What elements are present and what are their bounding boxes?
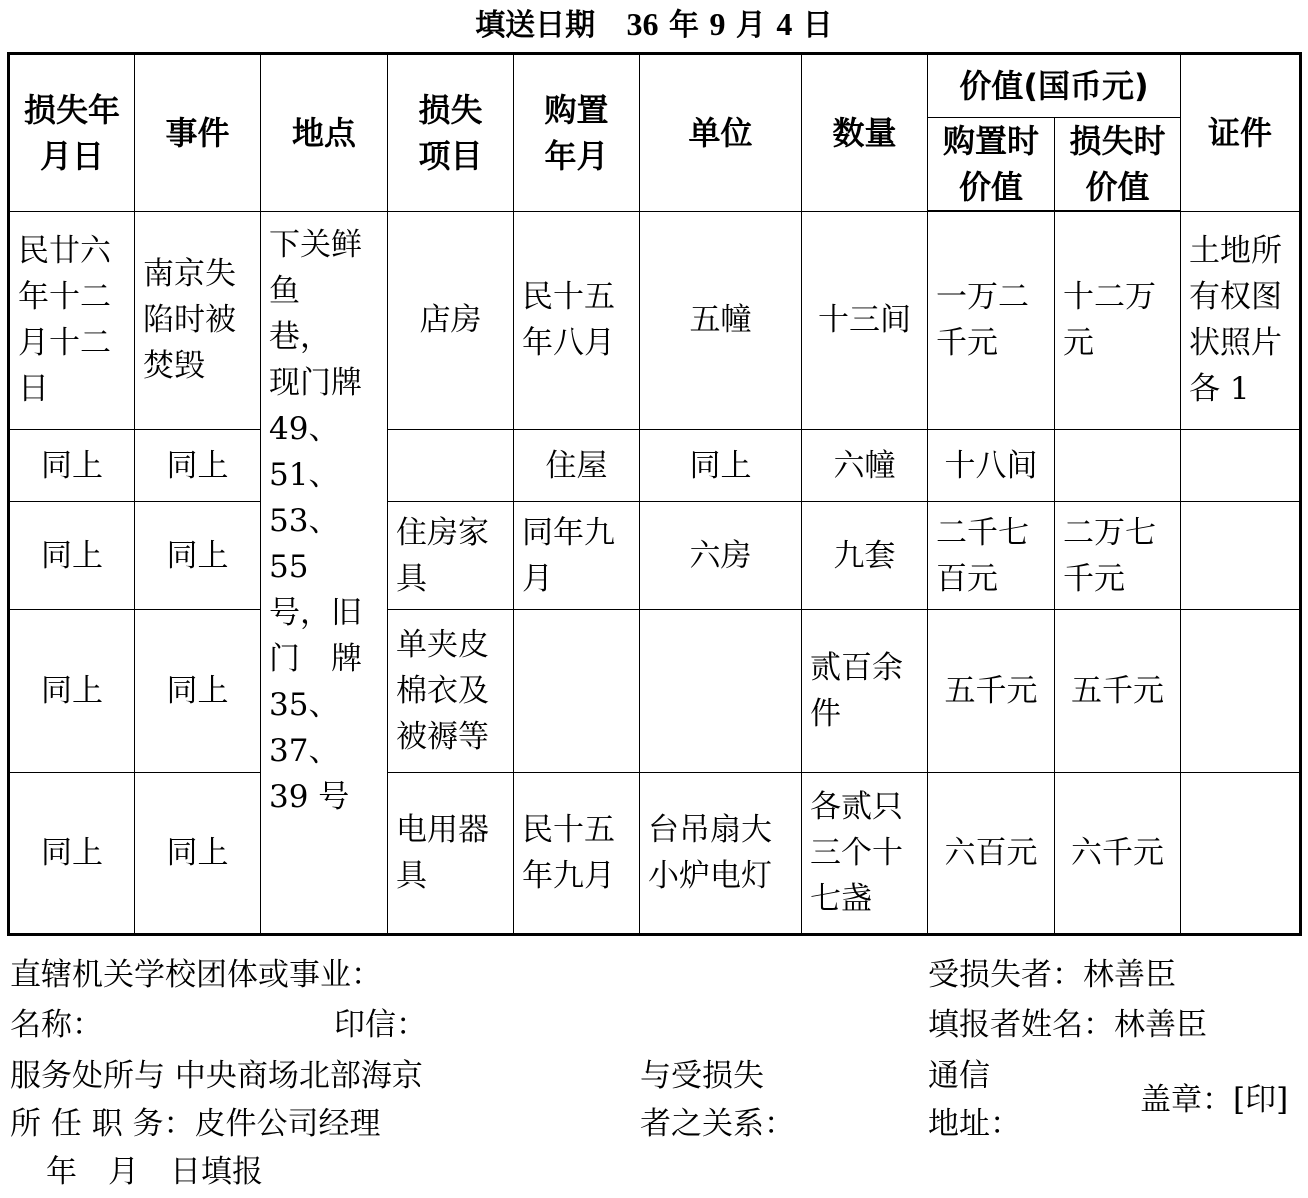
fill-date-month: 9 (709, 6, 726, 42)
cell-loss-item: 电用器具 (388, 772, 514, 934)
fill-date-label: 填送日期 (475, 8, 596, 43)
cell-loss-value: 二万七千元 (1055, 502, 1181, 610)
service-label: 服务处所与 (10, 1058, 165, 1094)
table-row (9, 502, 1301, 610)
cell-event: 同上 (135, 429, 261, 501)
seal-label: 印信： (334, 1007, 427, 1043)
cell-quantity: 各贰只三个十七盏 (802, 772, 928, 934)
table-row (9, 772, 1301, 934)
table-row (9, 610, 1301, 772)
stamp-label: 盖章：[印] (1140, 1082, 1289, 1118)
fill-date-day: 4 (776, 6, 793, 42)
header-proof: 证件 (1181, 54, 1301, 212)
cell-loss-date: 民廿六年十二月十二日 (9, 211, 135, 429)
cell-purchase-value: 六百元 (928, 772, 1055, 934)
header-loss-date: 损失年 月日 (9, 54, 135, 212)
cell-quantity: 贰百余件 (802, 610, 928, 772)
relation-label-line2: 者之关系： (640, 1106, 795, 1142)
cell-proof: 土地所有权图状照片各 1 (1181, 211, 1301, 429)
victim (928, 955, 1176, 995)
cell-loss-date: 同上 (9, 502, 135, 610)
comm-label-line2: 地址： (928, 1106, 1021, 1142)
position (10, 1104, 381, 1144)
cell-unit (640, 610, 802, 772)
cell-quantity: 九套 (802, 502, 928, 610)
cell-unit: 五幢 (640, 211, 802, 429)
cell-loss-date: 同上 (9, 429, 135, 501)
cell-loss-value: 六千元 (1055, 772, 1181, 934)
position-value: 皮件公司经理 (194, 1106, 381, 1142)
cell-unit: 六房 (640, 502, 802, 610)
cell-loss-item: 住房家具 (388, 502, 514, 610)
cell-loss-date: 同上 (9, 772, 135, 934)
loss-table (7, 52, 1302, 936)
cell-event: 同上 (135, 502, 261, 610)
cell-purchase-date: 民十五年八月 (514, 211, 640, 429)
header-loss-item: 损失 项目 (388, 54, 514, 212)
header-purchase-date: 购置 年月 (514, 54, 640, 212)
name-label: 名称： (10, 1007, 103, 1043)
header-value-group: 价值(国币元) (928, 54, 1181, 118)
cell-purchase-date (514, 610, 640, 772)
cell-loss-date: 同上 (9, 610, 135, 772)
fill-date-month-unit: 月 (735, 8, 766, 43)
header-location: 地点 (261, 54, 388, 212)
header-loss-value: 损失时 价值 (1055, 118, 1181, 212)
cell-purchase-value: 五千元 (928, 610, 1055, 772)
header-quantity: 数量 (802, 54, 928, 212)
header-event: 事件 (135, 54, 261, 212)
cell-purchase-value: 一万二千元 (928, 211, 1055, 429)
cell-event: 南京失陷时被焚毁 (135, 211, 261, 429)
cell-loss-item (388, 429, 514, 501)
cell-purchase-date: 民十五年九月 (514, 772, 640, 934)
relation-label-line1: 与受损失 (640, 1058, 764, 1094)
reporter-label: 填报者姓名： (928, 1007, 1114, 1043)
org-label: 直辖机关学校团体或事业： (10, 957, 382, 993)
fill-date (0, 2, 1308, 48)
cell-loss-value: 五千元 (1055, 610, 1181, 772)
service-value: 中央商场北部海京 (174, 1058, 423, 1094)
cell-loss-value (1055, 429, 1181, 501)
cell-location: 下关鲜 鱼 巷， 现门牌 49、51、 53、 55 号，旧 门 牌 35、37、 39 号 (261, 211, 388, 935)
position-label: 所 任 职 务： (10, 1106, 195, 1142)
fill-date-year: 36 (626, 6, 659, 42)
fill-date-year-unit: 年 (668, 8, 699, 43)
cell-purchase-value: 二千七百元 (928, 502, 1055, 610)
cell-quantity: 十三间 (802, 211, 928, 429)
reporter (928, 1005, 1207, 1045)
table-row (9, 211, 1301, 429)
cell-purchase-date: 住屋 (514, 429, 640, 501)
cell-proof (1181, 502, 1301, 610)
header-unit: 单位 (640, 54, 802, 212)
cell-purchase-value: 十八间 (928, 429, 1055, 501)
victim-value: 林善臣 (1083, 957, 1176, 993)
cell-proof (1181, 429, 1301, 501)
header-purchase-value: 购置时 价值 (928, 118, 1055, 212)
reporter-value: 林善臣 (1114, 1007, 1207, 1043)
comm-label-line1: 通信 (928, 1058, 990, 1094)
cell-proof (1181, 610, 1301, 772)
table-row (9, 429, 1301, 501)
victim-label: 受损失者： (928, 957, 1083, 993)
cell-event: 同上 (135, 772, 261, 934)
cell-purchase-date: 同年九月 (514, 502, 640, 610)
cell-loss-value: 十二万元 (1055, 211, 1181, 429)
date-filled: 年 月 日填报 (46, 1154, 263, 1190)
cell-proof (1181, 772, 1301, 934)
cell-loss-item: 单夹皮棉衣及被褥等 (388, 610, 514, 772)
fill-date-day-unit: 日 (802, 8, 833, 43)
service-place (10, 1056, 423, 1096)
cell-loss-item: 店房 (388, 211, 514, 429)
cell-unit: 同上 (640, 429, 802, 501)
cell-unit: 台吊扇大小炉电灯 (640, 772, 802, 934)
cell-quantity: 六幢 (802, 429, 928, 501)
cell-event: 同上 (135, 610, 261, 772)
